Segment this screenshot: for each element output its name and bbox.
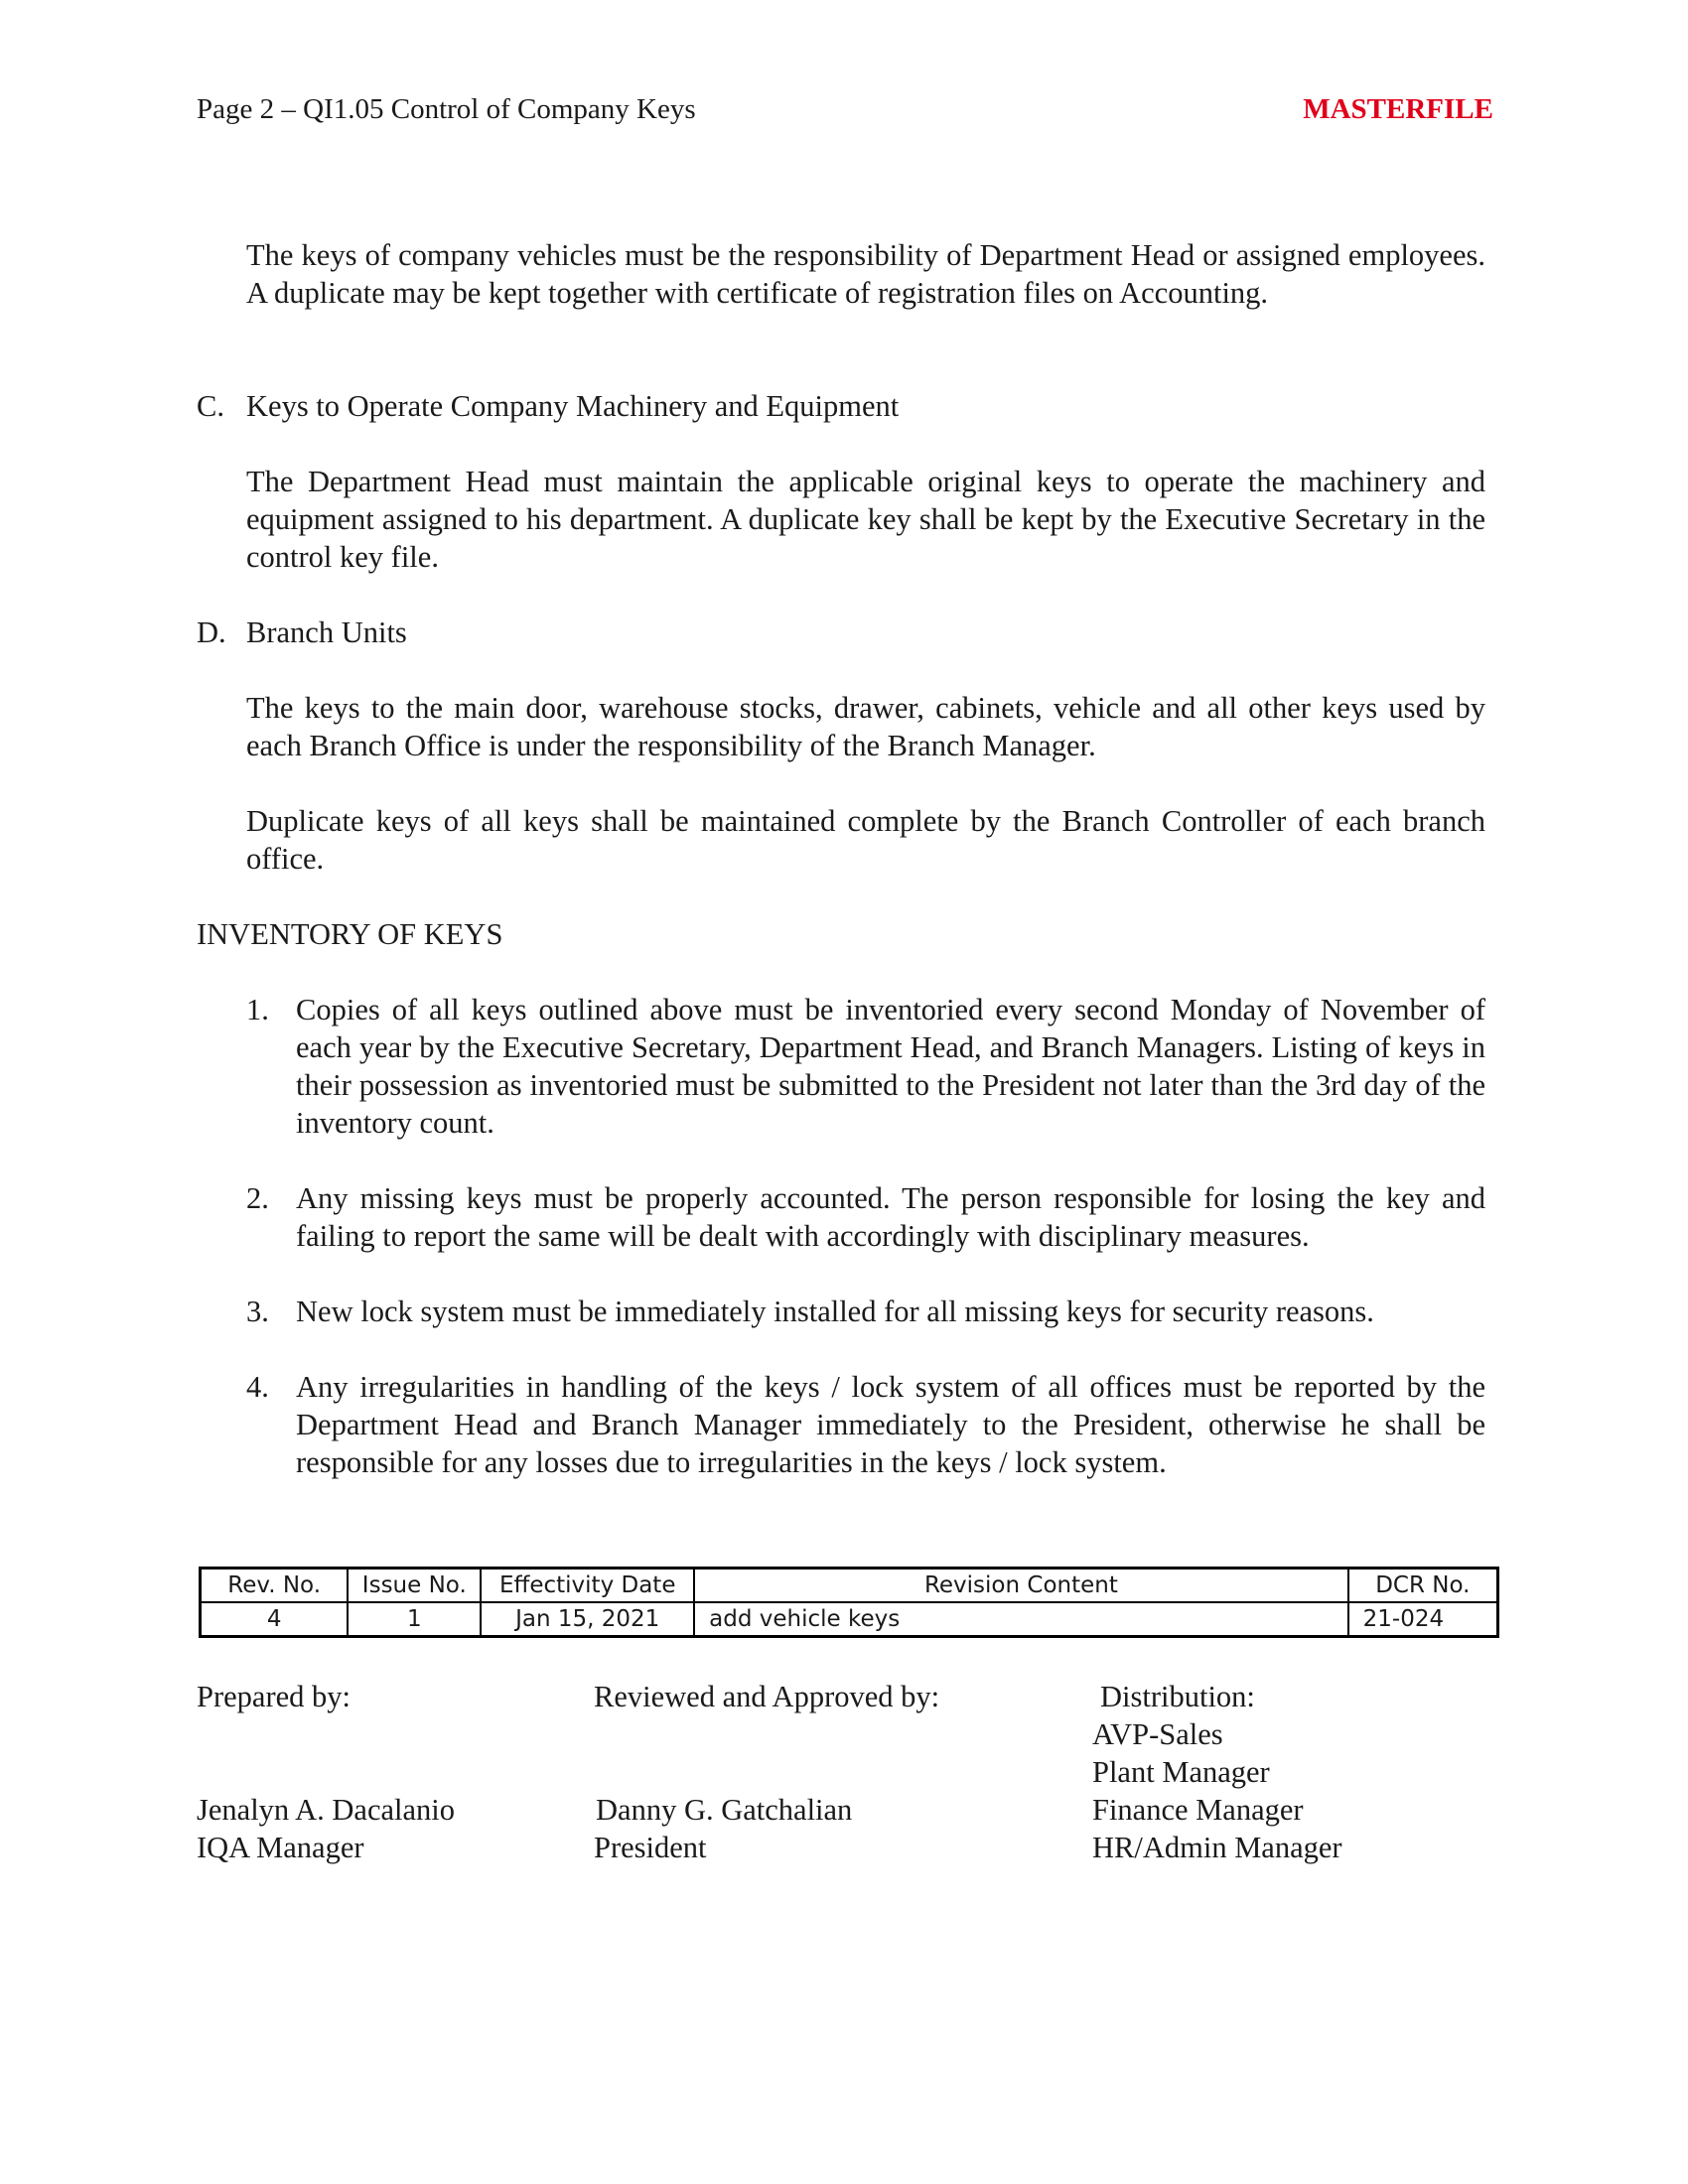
- list-item-number: 1.: [246, 993, 269, 1026]
- cell-rev-no: 4: [201, 1602, 349, 1637]
- list-item-number: 4.: [246, 1370, 269, 1404]
- list-item: [246, 1179, 1485, 1255]
- header-issue-no: Issue No.: [348, 1569, 481, 1603]
- prepared-by-name: Jenalyn A. Dacalanio: [197, 1793, 456, 1827]
- list-item-number: 3.: [246, 1295, 269, 1328]
- section-c-letter: C.: [197, 389, 224, 423]
- section-c-heading: [197, 387, 899, 425]
- distribution-item: HR/Admin Manager: [1092, 1831, 1342, 1864]
- header-dcr-no: DCR No.: [1348, 1569, 1498, 1603]
- section-c-title: Keys to Operate Company Machinery and Equipment: [246, 389, 900, 423]
- revision-table-header-row: [201, 1569, 1498, 1603]
- cell-effectivity-date: Jan 15, 2021: [481, 1602, 694, 1637]
- list-item-text: Any missing keys must be properly accounted. The person responsible for losing the key and failing to report the same will be dealt with accordingly with disciplinary measures.: [296, 1181, 1485, 1253]
- distribution-item: Finance Manager: [1092, 1793, 1304, 1827]
- header-effectivity-date: Effectivity Date: [481, 1569, 694, 1603]
- cell-dcr-no: 21-024: [1348, 1602, 1498, 1637]
- list-item-text: New lock system must be immediately installed for all missing keys for security reasons.: [296, 1295, 1374, 1328]
- prepared-by-label: Prepared by:: [197, 1680, 351, 1713]
- header-revision-content: Revision Content: [694, 1569, 1347, 1603]
- reviewed-by-title: President: [594, 1831, 707, 1864]
- prepared-by-title: IQA Manager: [197, 1831, 364, 1864]
- vehicles-paragraph: The keys of company vehicles must be the responsibility of Department Head or assigned employees. A duplicate may be kept together with certificate of registration files on Accounting.: [246, 238, 1485, 310]
- revision-table: [199, 1567, 1499, 1638]
- distribution-label: Distribution:: [1100, 1680, 1255, 1713]
- inventory-heading: INVENTORY OF KEYS: [197, 917, 503, 951]
- masterfile-stamp: MASTERFILE: [1303, 93, 1493, 125]
- page-header-title: Page 2 – QI1.05 Control of Company Keys: [197, 93, 696, 125]
- section-d-heading: [197, 614, 407, 651]
- cell-revision-content: add vehicle keys: [694, 1602, 1347, 1637]
- reviewed-by-label: Reviewed and Approved by:: [594, 1680, 940, 1713]
- header-rev-no: Rev. No.: [201, 1569, 349, 1603]
- section-c-body: The Department Head must maintain the applicable original keys to operate the machinery and equipment assigned to his department. A duplicate key shall be kept by the Executive Secretary in the control key file.: [246, 465, 1485, 574]
- list-item: [246, 1293, 1485, 1330]
- table-row: [201, 1602, 1498, 1637]
- list-item: [246, 991, 1485, 1142]
- distribution-item: AVP-Sales: [1092, 1717, 1223, 1751]
- section-d-letter: D.: [197, 615, 226, 649]
- list-item-text: Copies of all keys outlined above must be inventoried every second Monday of November of each year by the Executive Secretary, Department Head, and Branch Managers. Listing of keys in their possession as inventoried must be submitted to the President not later than the 3rd day of the inventory count.: [296, 993, 1485, 1140]
- distribution-item: Plant Manager: [1092, 1755, 1270, 1789]
- list-item-text: Any irregularities in handling of the keys / lock system of all offices must be reported by the Department Head and Branch Manager immediately to the President, otherwise he shall be responsible for any losses due to irregularities in the keys / lock system.: [296, 1370, 1485, 1479]
- section-d-body-2: Duplicate keys of all keys shall be maintained complete by the Branch Controller of each branch office.: [246, 804, 1485, 876]
- reviewed-by-name: Danny G. Gatchalian: [596, 1793, 853, 1827]
- section-d-body-1: The keys to the main door, warehouse stocks, drawer, cabinets, vehicle and all other keys used by each Branch Office is under the responsibility of the Branch Manager.: [246, 691, 1485, 762]
- list-item: [246, 1368, 1485, 1481]
- cell-issue-no: 1: [348, 1602, 481, 1637]
- section-d-title: Branch Units: [246, 615, 407, 649]
- list-item-number: 2.: [246, 1181, 269, 1215]
